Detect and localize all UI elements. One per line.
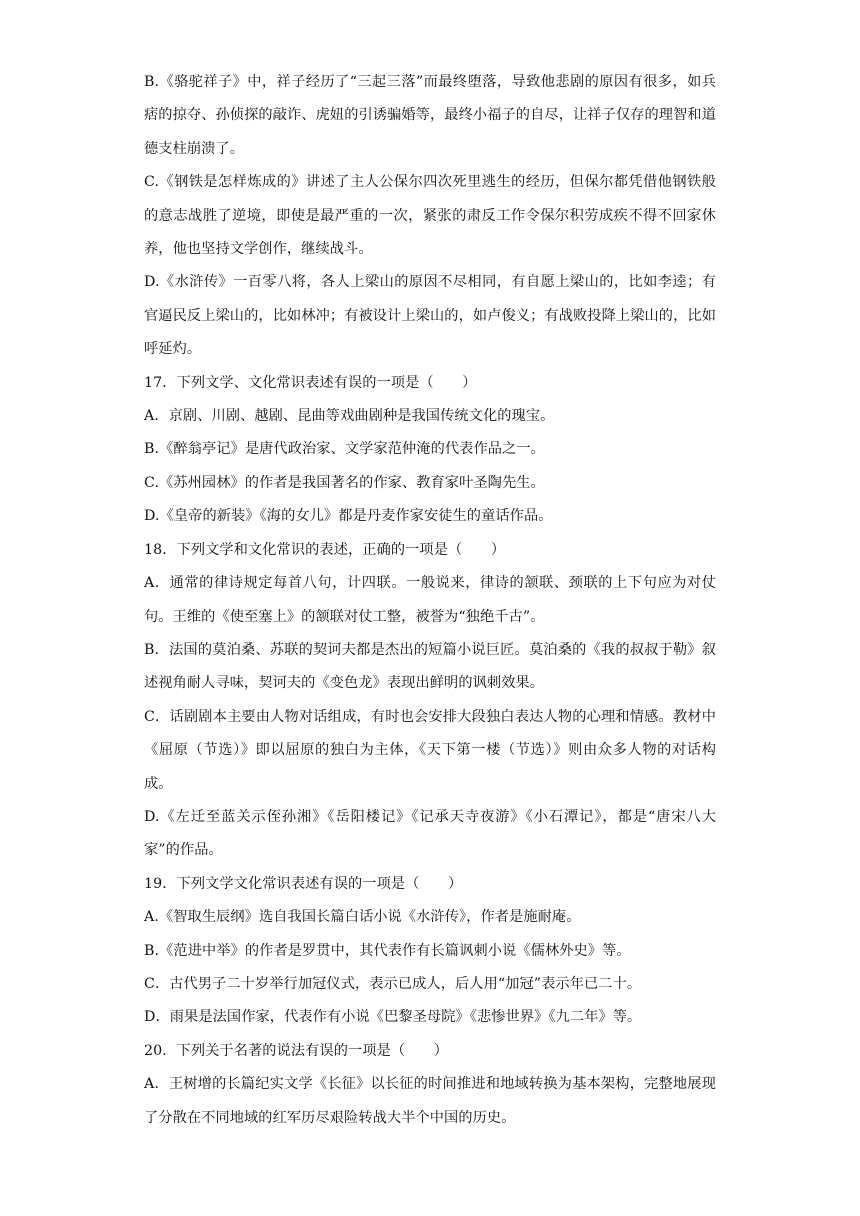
question-17-option-b: B.《醉翁亭记》是唐代政治家、文学家范仲淹的代表作品之一。: [144, 441, 545, 458]
option-c-steel-tempered: C.《钢铁是怎样炼成的》讲述了主人公保尔四次死里逃生的经历，但保尔都凭借他钢铁般的意志战胜了逆境，即使是最严重的一次，紧张的肃反工作令保尔积劳成疾不得不回家休养，他也坚持文学创作，继续战斗。: [144, 174, 716, 258]
option-b-camel-xiangzi: B.《骆驼祥子》中，祥子经历了“三起三落”而最终堕落，导致他悲剧的原因有很多，如兵痞的掠夺、孙侦探的敲诈、虎妞的引诱骗婚等，最终小福子的自尽，让祥子仅存的理智和道德支柱崩溃了。: [144, 74, 716, 157]
question-19-option-b: B.《范进中举》的作者是罗贯中，其代表作有长篇讽刺小说《儒林外史》等。: [144, 942, 631, 959]
question-20-stem: 20．下列关于名著的说法有误的一项是（ ）: [144, 1042, 449, 1059]
question-19-stem: 19．下列文学文化常识表述有误的一项是（ ）: [144, 875, 463, 892]
question-18-option-c: C．话剧剧本主要由人物对话组成，有时也会安排大段独白表达人物的心理和情感。教材中《屈原（节选）》即以屈原的独白为主体，《天下第一楼（节选）》则由众多人物的对话构成。: [144, 708, 716, 792]
option-d-water-margin: D.《水浒传》一百零八将，各人上梁山的原因不尽相同，有自愿上梁山的，比如李逵；有官逼民反上梁山的，比如林冲；有被设计上梁山的，如卢俊义；有战败投降上梁山的，比如呼延灼。: [144, 274, 716, 358]
question-17-option-c: C.《苏州园林》的作者是我国著名的作家、教育家叶圣陶先生。: [144, 474, 545, 491]
question-20-option-a: A．王树增的长篇纪实文学《长征》以长征的时间推进和地域转换为基本架构，完整地展现了分散在不同地域的红军历尽艰险转战大半个中国的历史。: [144, 1076, 716, 1126]
question-17-option-d: D.《皇帝的新装》《海的女儿》都是丹麦作家安徒生的童话作品。: [144, 508, 553, 525]
question-19-option-a: A.《智取生辰纲》选自我国长篇白话小说《水浒传》，作者是施耐庵。: [144, 909, 581, 926]
document-body: [144, 66, 716, 1135]
question-17-stem: 17．下列文学、文化常识表述有误的一项是（ ）: [144, 374, 477, 391]
question-18-option-b: B．法国的莫泊桑、苏联的契诃夫都是杰出的短篇小说巨匠。莫泊桑的《我的叔叔于勒》叙述视角耐人寻味，契诃夫的《变色龙》表现出鲜明的讽刺效果。: [144, 641, 716, 692]
question-17-option-a: A．京剧、川剧、越剧、昆曲等戏曲剧种是我国传统文化的瑰宝。: [144, 408, 555, 425]
question-18-option-a: A．通常的律诗规定每首八句，计四联。一般说来，律诗的颔联、颈联的上下句应为对仗句。王维的《使至塞上》的颔联对仗工整，被誉为“独绝千古”。: [144, 575, 716, 625]
question-18-option-d: D.《左迁至蓝关示侄孙湘》《岳阳楼记》《记承天寺夜游》《小石潭记》，都是“唐宋八大家”的作品。: [144, 808, 716, 859]
question-19-option-d: D．雨果是法国作家，代表作有小说《巴黎圣母院》《悲惨世界》《九二年》等。: [144, 1009, 642, 1026]
question-19-option-c: C．古代男子二十岁举行加冠仪式，表示已成人，后人用“加冠”表示年已二十。: [144, 975, 642, 992]
question-18-stem: 18．下列文学和文化常识的表述，正确的一项是（ ）: [144, 541, 506, 558]
